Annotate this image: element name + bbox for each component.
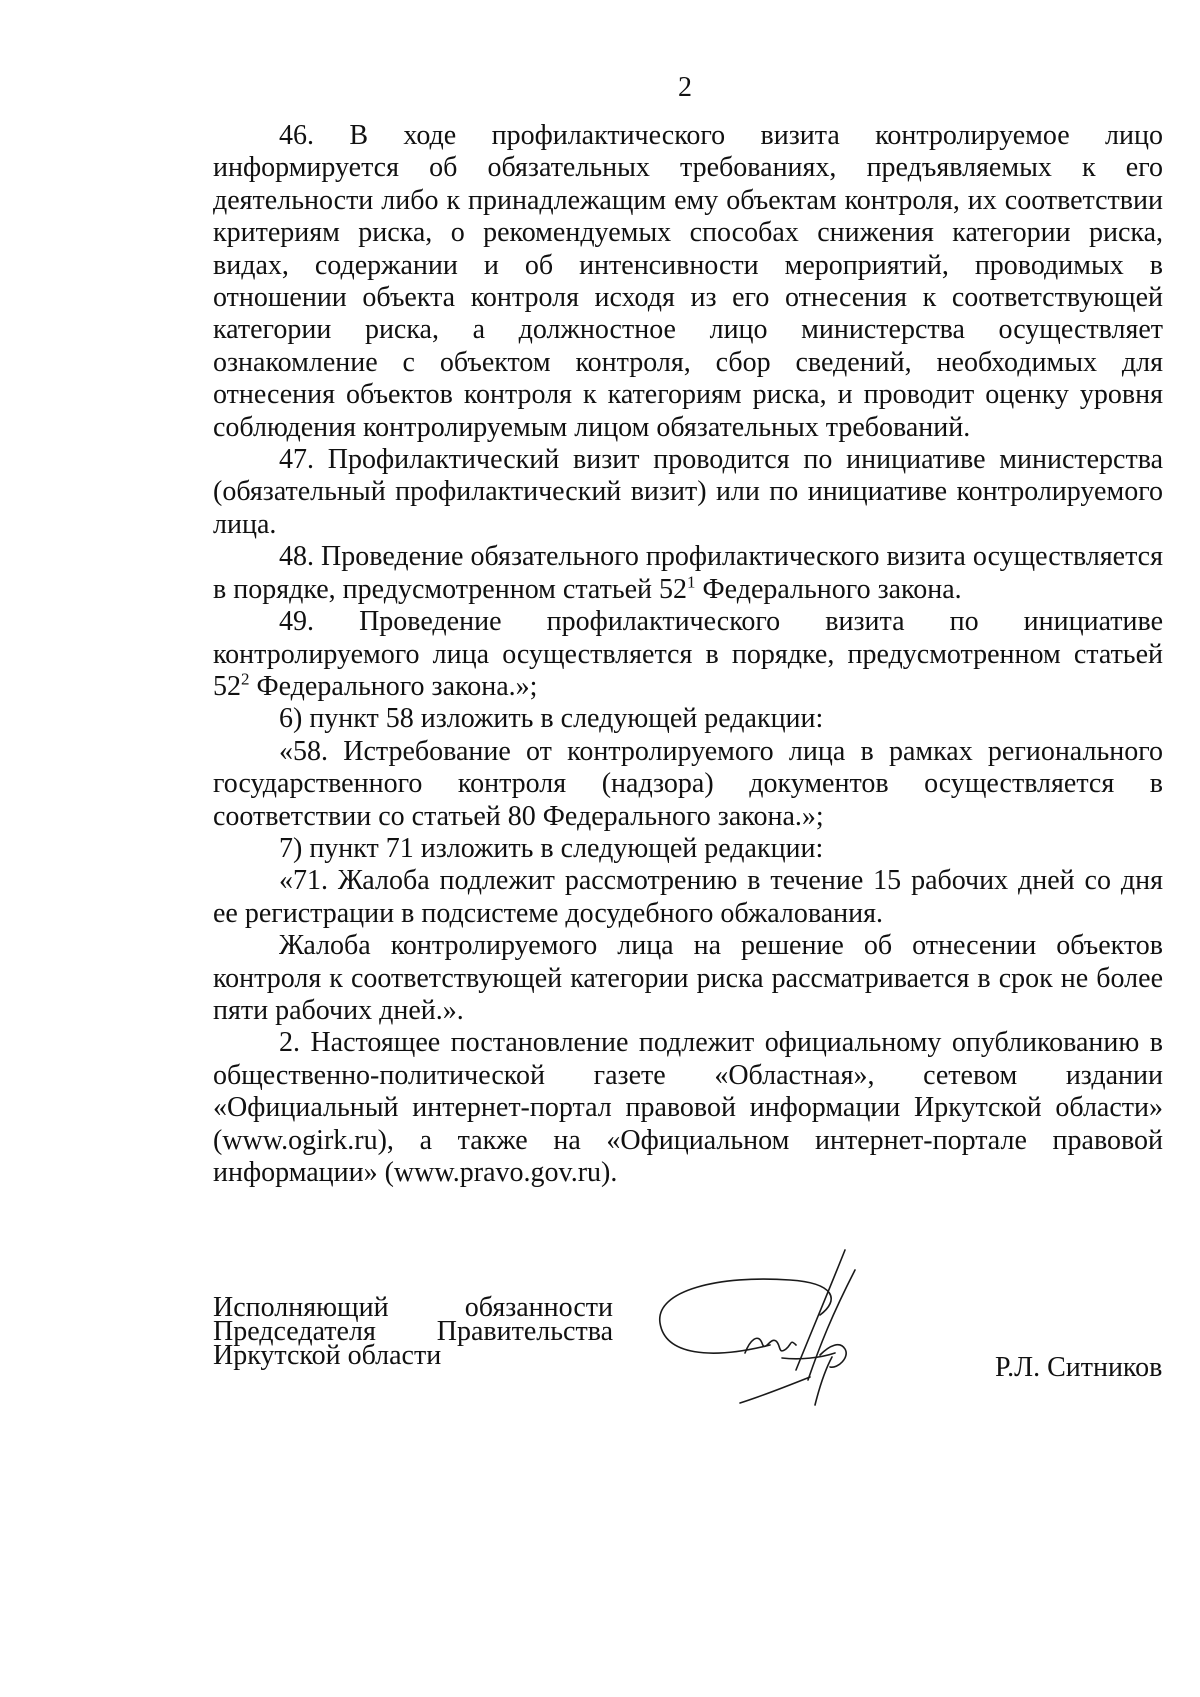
document-body xyxy=(213,120,1163,1189)
signatory-title xyxy=(213,1292,613,1371)
paragraph-58: «58. Истребование от контролируемого лица в рамках регионального государственного контроля (надзора) документов осуществляется в соответствии со статьей 80 Федерального закона.»; xyxy=(213,735,1163,832)
paragraph-71-complaint: Жалоба контролируемого лица на решение об отнесении объектов контроля к соответствующей категории риска рассматривается в срок не более пяти рабочих дней.». xyxy=(213,930,1163,1026)
paragraph-49-text: 49. Проведение профилактического визита по инициативе контролируемого лица осуществляется в порядке, предусмотренном статьей 52 xyxy=(213,606,1163,702)
paragraph-49-superscript: 2 xyxy=(241,669,250,689)
paragraph-49 xyxy=(213,606,1163,703)
paragraph-46: 46. В ходе профилактического визита контролируемое лицо информируется об обязательных требованиях, предъявляемых к его деятельности либо к принадлежащим ему объектам контроля, их соответствии критериям риска, о рекомендуемых способах снижения категории риска, видах, содержании и об интенсивности мероприятий, проводимых в отношении объекта контроля исходя из его отнесения к соответствующей категории риска, а должностное лицо министерства осуществляет ознакомление с объектом контроля, сбор сведений, необходимых для отнесения объектов контроля к категориям риска, и проводит оценку уровня соблюдения контролируемым лицом обязательных требований. xyxy=(213,120,1163,443)
amendment-item-7: 7) пункт 71 изложить в следующей редакции: xyxy=(279,832,824,864)
paragraph-48 xyxy=(213,541,1163,606)
paragraph-47: 47. Профилактический визит проводится по инициативе министерства (обязательный профилактический визит) или по инициативе контролируемого лица. xyxy=(213,444,1163,540)
paragraph-49-tail: Федерального закона.»; xyxy=(249,670,538,702)
page-number: 2 xyxy=(678,72,692,103)
signatory-title-line-3: Иркутской области xyxy=(213,1340,442,1371)
amendment-item-6: 6) пункт 58 изложить в следующей редакции: xyxy=(279,703,824,735)
signatory-title-line-1: Исполняющий обязанности xyxy=(213,1292,613,1323)
publication-clause: 2. Настоящее постановление подлежит официальному опубликованию в общественно-политической газете «Областная», сетевом издании «Официальный интернет-портал правовой информации Иркутской области» (www.ogirk.ru), а также на «Официальном интернет-портале правовой информации» (www.pravo.gov.ru). xyxy=(213,1027,1163,1188)
paragraph-48-superscript: 1 xyxy=(687,572,696,592)
paragraph-48-text: 48. Проведение обязательного профилактического визита осуществляется в порядке, предусмотренном статьей 52 xyxy=(213,541,1163,605)
paragraph-71: «71. Жалоба подлежит рассмотрению в течение 15 рабочих дней со дня ее регистрации в подсистеме досудебного обжалования. xyxy=(213,865,1163,929)
handwritten-signature xyxy=(650,1245,900,1425)
signatory-name: Р.Л. Ситников xyxy=(995,1352,1163,1383)
signatory-title-line-2: Председателя Правительства xyxy=(213,1316,613,1347)
paragraph-48-tail: Федерального закона. xyxy=(695,573,962,605)
